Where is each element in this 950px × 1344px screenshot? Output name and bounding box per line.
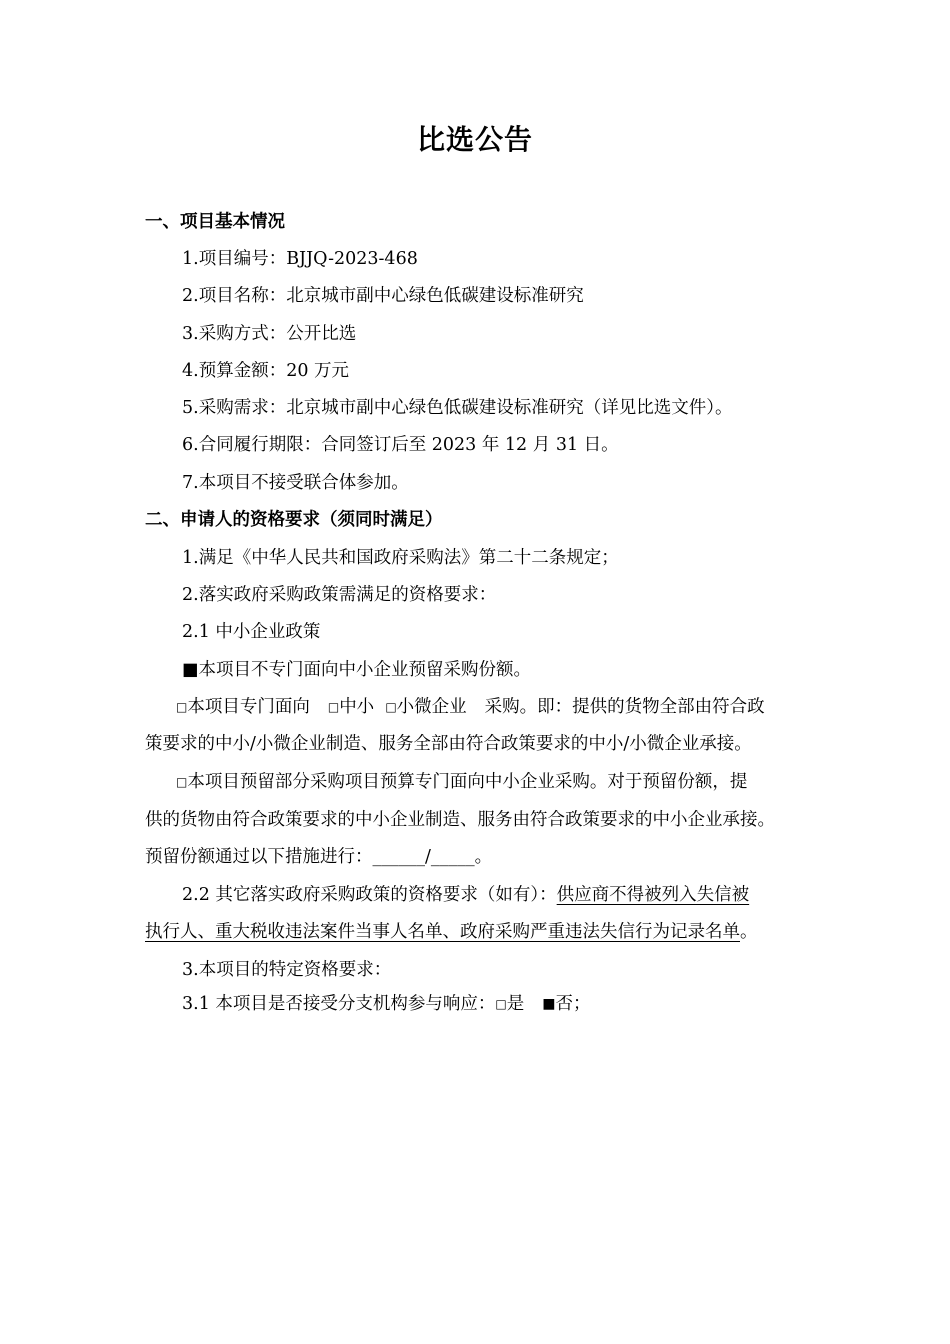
requirement-2-2	[182, 881, 749, 909]
requirement-2-2-underlined: 供应商不得被列入失信被	[556, 885, 750, 905]
document-title: 比选公告	[416, 123, 533, 156]
sme-option-3-line3: 预留份额通过以下措施进行：______/_____。	[145, 847, 493, 867]
checkbox-unchecked-icon: □	[495, 997, 507, 1011]
checkbox-checked-icon: ■	[542, 996, 556, 1012]
requirement-2-2-underlined-2: 执行人、重大税收违法案件当事人名单、政府采购严重违法失信行为记录名单	[145, 922, 740, 942]
checkbox-unchecked-icon: □	[176, 700, 188, 714]
checkbox-unchecked-icon: □	[385, 700, 397, 714]
requirement-3-1	[182, 990, 590, 1018]
sme-option-2-text-c: 小微企业	[396, 697, 467, 717]
checkbox-unchecked-icon: □	[176, 775, 188, 789]
procurement-method: 3.采购方式：公开比选	[182, 324, 357, 344]
requirement-3: 3.本项目的特定资格要求：	[182, 960, 392, 980]
sme-option-2-line2: 策要求的中小/小微企业制造、服务全部由符合政策要求的中小/小微企业承接。	[145, 734, 752, 754]
sme-option-2-text-a: 本项目专门面向	[187, 697, 310, 717]
no-consortium: 7.本项目不接受联合体参加。	[182, 473, 409, 493]
procurement-requirement: 5.采购需求：北京城市副中心绿色低碳建设标准研究（详见比选文件）。	[182, 398, 733, 418]
budget-amount: 4.预算金额：20 万元	[182, 361, 350, 381]
requirement-2-2-line2	[145, 918, 758, 946]
section2-heading: 二、申请人的资格要求（须同时满足）	[145, 510, 443, 530]
option-no: 否；	[555, 994, 591, 1014]
sme-option-2-text-d: 采购。即：提供的货物全部由符合政	[484, 697, 765, 717]
requirement-1: 1.满足《中华人民共和国政府采购法》第二十二条规定；	[182, 548, 619, 568]
requirement-2-2-period: 。	[740, 922, 758, 942]
option-yes: 是	[506, 994, 525, 1014]
sme-option-1: ■本项目不专门面向中小企业预留采购份额。	[182, 660, 532, 680]
requirement-2: 2.落实政府采购政策需满足的资格要求：	[182, 585, 497, 605]
sme-option-2-text-b: 中小	[339, 697, 375, 717]
checkbox-unchecked-icon: □	[327, 700, 340, 714]
project-number: 1.项目编号：BJJQ-2023-468	[182, 249, 418, 269]
sme-option-2	[176, 693, 765, 721]
contract-period: 6.合同履行期限：合同签订后至 2023 年 12 月 31 日。	[182, 435, 619, 455]
requirement-2-2-label: 2.2 其它落实政府采购政策的资格要求（如有）：	[182, 885, 557, 905]
sme-option-3-text: 本项目预留部分采购项目预算专门面向中小企业采购。对于预留份额，提	[187, 772, 748, 792]
section1-heading: 一、项目基本情况	[145, 212, 285, 232]
sme-option-3	[176, 768, 747, 796]
requirement-2-1: 2.1 中小企业政策	[182, 622, 321, 642]
requirement-3-1-label: 3.1 本项目是否接受分支机构参与响应：	[182, 994, 496, 1014]
project-name: 2.项目名称：北京城市副中心绿色低碳建设标准研究	[182, 286, 584, 306]
sme-option-3-line2: 供的货物由符合政策要求的中小企业制造、服务由符合政策要求的中小企业承接。	[145, 810, 775, 830]
